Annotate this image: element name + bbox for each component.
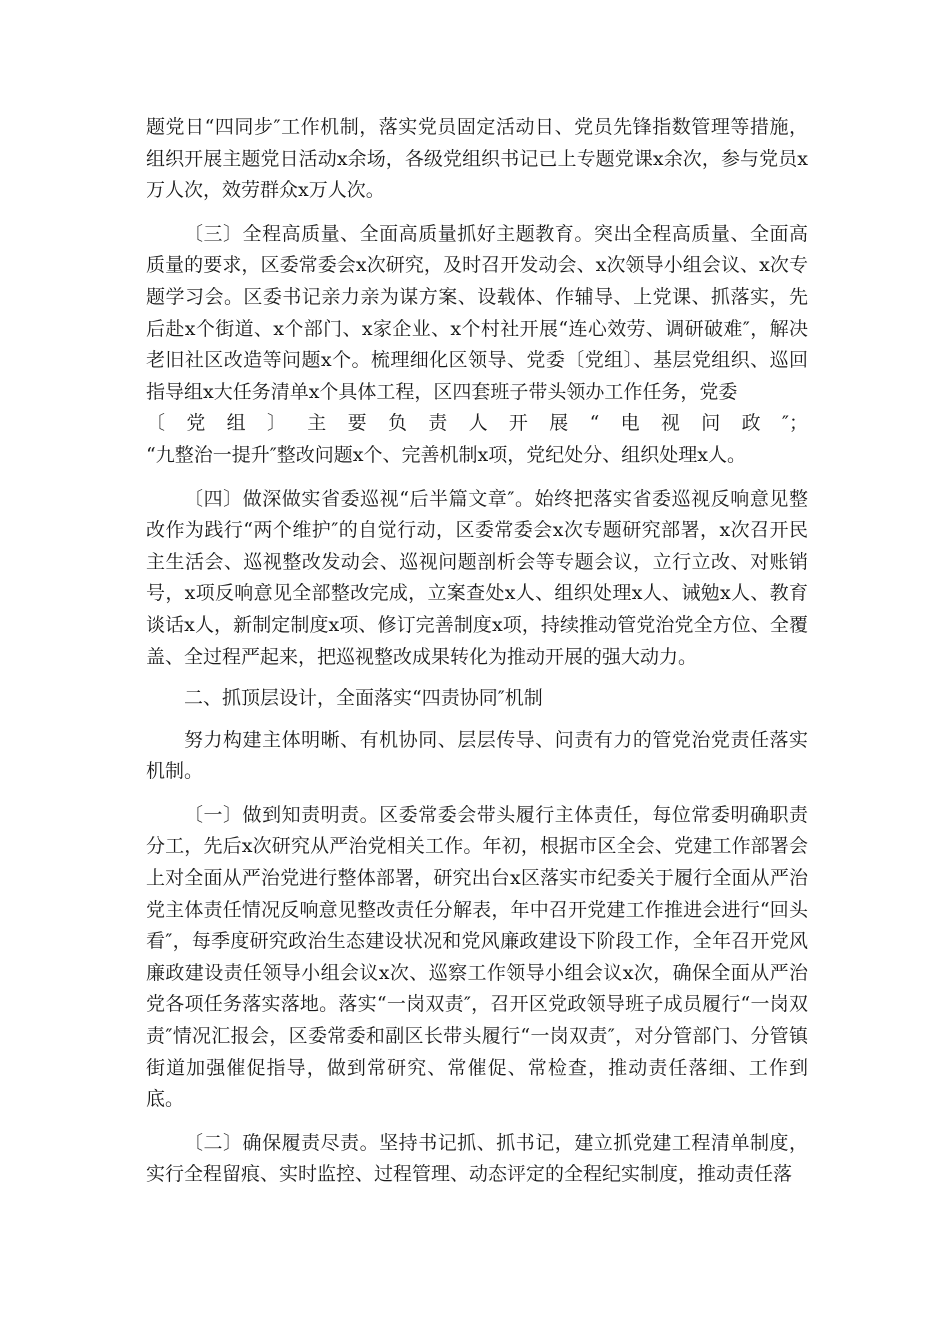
section-heading-2: 二、抓顶层设计，全面落实“四责协同″机制 xyxy=(184,687,543,710)
paragraph-section-3: 〔三〕全程高质量、全面高质量抓好主题教育。突出全程高质量、全面高质量的要求，区委常委会x次研究，及时召开发动会、x次领导小组会议、x次专题学习会。区委书记亲力亲为谋方案、设载体、作辅导、上党课、抓落实，先后赴x个街道、x个部门、x家企业、x个村社开展“连心效劳、调研破难″，解决老旧社区改造等问题x个。梳理细化区领导、党委〔党组〕、基层党组织、巡回指导组x大任务清单x个具体工程，区四套班子带头领办工作任务，党委 xyxy=(146,222,808,403)
document-body xyxy=(146,112,808,1191)
paragraph-subsection-2: 〔二〕确保履责尽责。坚持书记抓、抓书记，建立抓党建工程清单制度，实行全程留痕、实时监控、过程管理、动态评定的全程纪实制度，推动责任落 xyxy=(146,1131,808,1186)
paragraph-intro: 努力构建主体明晰、有机协同、层层传导、问责有力的管党治党责任落实机制。 xyxy=(146,728,808,783)
paragraph-subsection-1: 〔一〕做到知责明责。区委常委会带头履行主体责任，每位常委明确职责分工，先后x次研究从严治党相关工作。年初，根据市区全会、党建工作部署会上对全面从严治党进行整体部署，研究出台x区落实市纪委关于履行全面从严治党主体责任情况反响意见整改责任分解表，年中召开党建工作推进会进行“回头看″，每季度研究政治生态建设状况和党风廉政建设下阶段工作，全年召开党风廉政建设责任领导小组会议x次、巡察工作领导小组会议x次，确保全面从严治党各项任务落实落地。落实“一岗双责″，召开区党政领导班子成员履行“一岗双责″情况汇报会，区委常委和副区长带头履行“一岗双责″，对分管部门、分管镇街道加强催促指导，做到常研究、常催促、常检查，推动责任落细、工作到底。 xyxy=(146,803,808,1111)
paragraph-section-4: 〔四〕做深做实省委巡视“后半篇文章″。始终把落实省委巡视反响意见整改作为践行“两个维护″的自觉行动，区委常委会x次专题研究部署，x次召开民主生活会、巡视整改发动会、巡视问题剖析会等专题会议，立行立改、对账销号，x项反响意见全部整改完成，立案查处x人、组织处理x人、诫勉x人、教育谈话x人，新制定制度x项、修订完善制度x项，持续推动管党治党全方位、全覆盖、全过程严起来，把巡视整改成果转化为推动开展的强大动力。 xyxy=(146,487,808,668)
paragraph-continuation: 题党日“四同步″工作机制，落实党员固定活动日、党员先锋指数管理等措施，组织开展主题党日活动x余场，各级党组织书记已上专题党课x余次，参与党员x万人次，效劳群众x万人次。 xyxy=(146,116,808,202)
paragraph-section-3-end: “九整治一提升″整改问题x个、完善机制x项，党纪处分、组织处理x人。 xyxy=(146,443,746,466)
paragraph-section-3-line: 〔党组〕主要负责人开展“电视问政″； xyxy=(146,412,808,435)
